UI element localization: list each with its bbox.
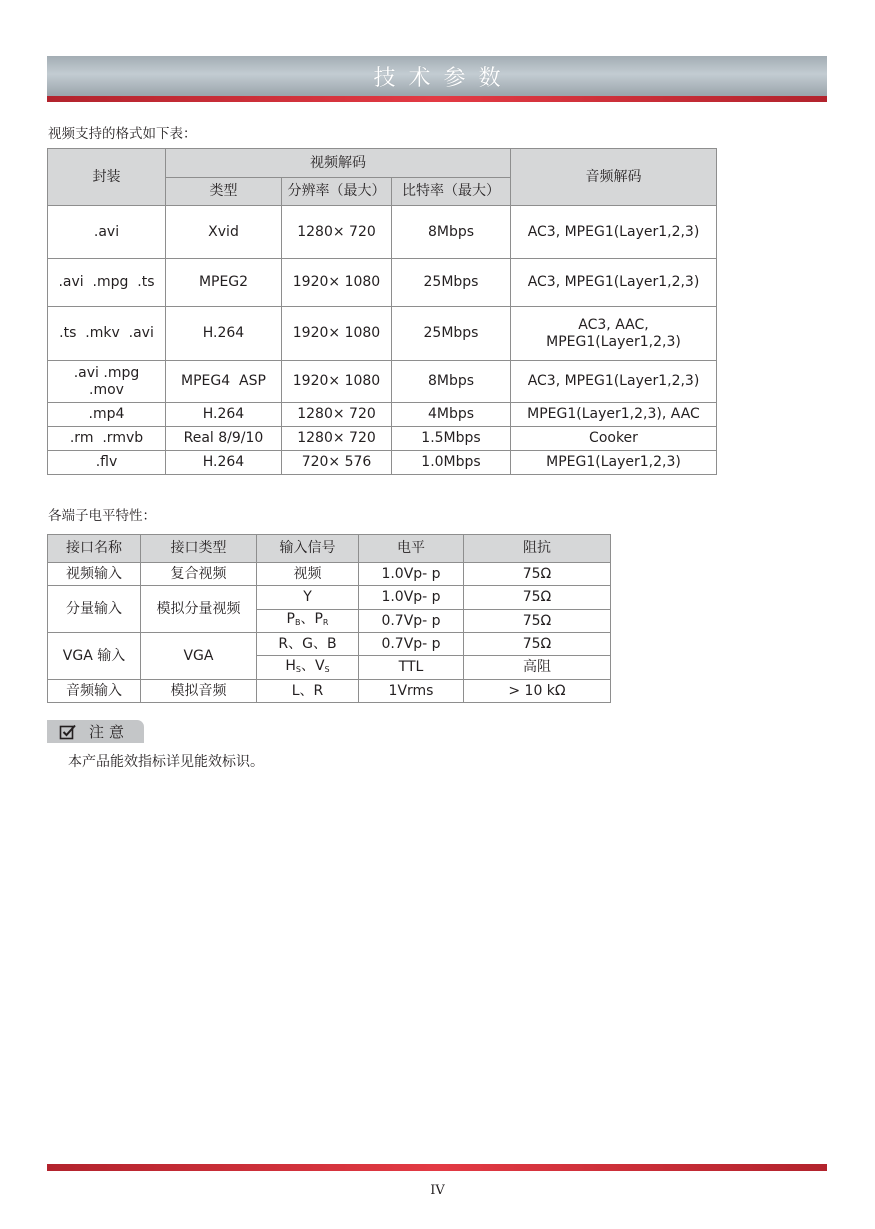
cell-type: MPEG2 — [166, 259, 282, 307]
signal-pb: $P_B$ — [286, 611, 301, 627]
cell-level: 1.0Vp- p — [359, 586, 464, 610]
cell-audio: Cooker — [511, 427, 717, 451]
header-accent-line — [47, 96, 827, 102]
cell-container: .ts .mkv .avi — [48, 307, 166, 361]
cell-type: H.264 — [166, 307, 282, 361]
table-row — [48, 206, 717, 259]
cell-resolution: 720× 576 — [282, 451, 392, 475]
cell-type: 模拟音频 — [141, 680, 257, 703]
cell-bitrate: 25Mbps — [392, 307, 511, 361]
table-header-row — [48, 149, 717, 178]
cell-type: Xvid — [166, 206, 282, 259]
cell-type: Real 8/9/10 — [166, 427, 282, 451]
cell-type: H.264 — [166, 403, 282, 427]
separator: 、 — [300, 611, 315, 627]
cell-resolution: 1280× 720 — [282, 206, 392, 259]
header-video-decode: 视频解码 — [166, 149, 511, 178]
section-title: 技术参数 — [373, 65, 514, 91]
table-row — [48, 307, 717, 361]
cell-name: 音频输入 — [48, 680, 141, 703]
cell-container: .avi .mpg .ts — [48, 259, 166, 307]
cell-container: .mp4 — [48, 403, 166, 427]
section-header — [47, 56, 827, 96]
header-level: 电平 — [359, 535, 464, 563]
cell-impedance: 75Ω — [464, 633, 611, 656]
cell-audio: AC3, MPEG1(Layer1,2,3) — [511, 361, 717, 403]
header-interface-name: 接口名称 — [48, 535, 141, 563]
cell-type: 复合视频 — [141, 563, 257, 586]
header-impedance: 阻抗 — [464, 535, 611, 563]
checkbox-pen-icon — [59, 723, 77, 741]
cell-level: 0.7Vp- p — [359, 610, 464, 633]
cell-level: 0.7Vp- p — [359, 633, 464, 656]
table-row — [48, 633, 611, 656]
header-resolution: 分辨率（最大） — [282, 178, 392, 206]
cell-bitrate: 8Mbps — [392, 361, 511, 403]
cell-audio: AC3, AAC, MPEG1(Layer1,2,3) — [511, 307, 717, 361]
header-interface-type: 接口类型 — [141, 535, 257, 563]
cell-type: MPEG4 ASP — [166, 361, 282, 403]
cell-resolution: 1280× 720 — [282, 403, 392, 427]
page-number: IV — [430, 1183, 445, 1198]
table-row — [48, 680, 611, 703]
cell-audio: AC3, MPEG1(Layer1,2,3) — [511, 259, 717, 307]
cell-bitrate: 25Mbps — [392, 259, 511, 307]
table-row — [48, 563, 611, 586]
cell-type: H.264 — [166, 451, 282, 475]
cell-impedance: 高阻 — [464, 656, 611, 680]
cell-audio: MPEG1(Layer1,2,3), AAC — [511, 403, 717, 427]
cell-level: 1.0Vp- p — [359, 563, 464, 586]
table-row — [48, 361, 717, 403]
video-formats-table — [47, 148, 717, 475]
cell-type: VGA — [141, 633, 257, 680]
cell-signal — [257, 656, 359, 680]
separator: 、 — [300, 657, 315, 674]
cell-resolution: 1920× 1080 — [282, 307, 392, 361]
cell-container: .flv — [48, 451, 166, 475]
cell-resolution: 1920× 1080 — [282, 361, 392, 403]
header-bitrate: 比特率（最大） — [392, 178, 511, 206]
cell-level: 1Vrms — [359, 680, 464, 703]
video-formats-caption: 视频支持的格式如下表： — [48, 126, 197, 142]
cell-signal: Y — [257, 586, 359, 610]
table-row — [48, 259, 717, 307]
header-audio-decode: 音频解码 — [511, 149, 717, 206]
table-row — [48, 586, 611, 610]
table-header-row — [48, 535, 611, 563]
header-type: 类型 — [166, 178, 282, 206]
cell-impedance: > 10 kΩ — [464, 680, 611, 703]
cell-signal: 视频 — [257, 563, 359, 586]
cell-impedance: 75Ω — [464, 586, 611, 610]
table-row — [48, 451, 717, 475]
footer-accent-line — [47, 1164, 827, 1171]
signal-vs: $V_S$ — [314, 657, 330, 674]
table-row — [48, 403, 717, 427]
cell-name: 分量输入 — [48, 586, 141, 633]
cell-signal: R、G、B — [257, 633, 359, 656]
cell-container: .avi .mpg .mov — [48, 361, 166, 403]
cell-resolution: 1920× 1080 — [282, 259, 392, 307]
terminal-levels-table — [47, 534, 611, 703]
cell-container: .rm .rmvb — [48, 427, 166, 451]
cell-audio: AC3, MPEG1(Layer1,2,3) — [511, 206, 717, 259]
cell-impedance: 75Ω — [464, 563, 611, 586]
cell-resolution: 1280× 720 — [282, 427, 392, 451]
cell-bitrate: 1.5Mbps — [392, 427, 511, 451]
cell-level: TTL — [359, 656, 464, 680]
cell-bitrate: 4Mbps — [392, 403, 511, 427]
note-text: 本产品能效指标详见能效标识。 — [68, 754, 264, 770]
signal-hs: $H_S$ — [285, 657, 301, 674]
cell-name: 视频输入 — [48, 563, 141, 586]
cell-name: VGA 输入 — [48, 633, 141, 680]
signal-pr: $P_R$ — [314, 611, 329, 627]
note-tab — [47, 720, 144, 743]
header-input-signal: 输入信号 — [257, 535, 359, 563]
note-label: 注意 — [89, 723, 130, 741]
cell-signal — [257, 610, 359, 633]
cell-bitrate: 8Mbps — [392, 206, 511, 259]
cell-container: .avi — [48, 206, 166, 259]
terminal-levels-caption: 各端子电平特性： — [48, 508, 156, 524]
cell-audio: MPEG1(Layer1,2,3) — [511, 451, 717, 475]
header-container: 封装 — [48, 149, 166, 206]
cell-impedance: 75Ω — [464, 610, 611, 633]
cell-bitrate: 1.0Mbps — [392, 451, 511, 475]
cell-type: 模拟分量视频 — [141, 586, 257, 633]
cell-signal: L、R — [257, 680, 359, 703]
table-row — [48, 427, 717, 451]
